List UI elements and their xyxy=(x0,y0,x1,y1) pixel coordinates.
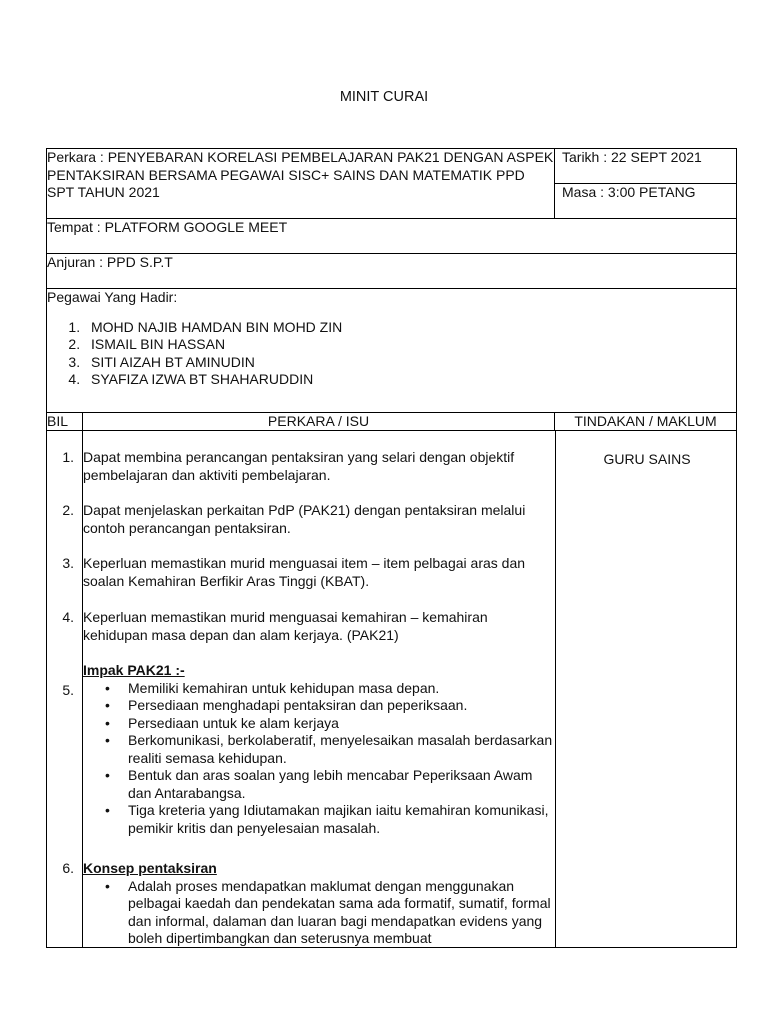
item-number: 5. xyxy=(62,682,74,698)
tindakan-text: GURU SAINS xyxy=(603,451,691,467)
masa-text: Masa : 3:00 PETANG xyxy=(562,184,696,200)
pegawai-label: Pegawai Yang Hadir: xyxy=(47,289,178,305)
item-text: Dapat membina perancangan pentaksiran yang selari dengan objektif pembelajaran dan aktiviti pembelajaran. xyxy=(83,449,515,483)
item-number: 2. xyxy=(62,502,74,518)
bullet-item: • Bentuk dan aras soalan yang lebih mencabar Peperiksaan Awam dan Antarabangsa. xyxy=(128,767,553,802)
perkara-tindakan-body xyxy=(83,431,737,948)
tarikh-masa-cell xyxy=(555,149,737,219)
konsep-title: Konsep pentaksiran xyxy=(83,860,217,876)
pegawai-list xyxy=(47,319,736,389)
impak-title: Impak PAK21 :- xyxy=(83,662,185,678)
tempat-cell xyxy=(47,219,737,254)
item-text: Dapat menjelaskan perkaitan PdP (PAK21) dengan pentaksiran melalui contoh perancangan pentaksiran. xyxy=(83,502,526,536)
bullet-item: • Memiliki kemahiran untuk kehidupan masa depan. xyxy=(128,680,553,698)
konsep-section xyxy=(83,860,553,948)
tempat-text: Tempat : PLATFORM GOOGLE MEET xyxy=(47,219,288,235)
konsep-bullet-list xyxy=(83,878,553,948)
header-tindakan: TINDAKAN / MAKLUM xyxy=(555,413,737,431)
pegawai-item: 4. SYAFIZA IZWA BT SHAHARUDDIN xyxy=(84,371,736,389)
item-text: Keperluan memastikan murid menguasai kemahiran – kemahiran kehidupan masa depan dan alam kerjaya. (PAK21) xyxy=(83,609,488,643)
document-title: MINIT CURAI xyxy=(339,89,429,105)
pegawai-item: 1. MOHD NAJIB HAMDAN BIN MOHD ZIN xyxy=(84,319,736,337)
anjuran-cell xyxy=(47,254,737,289)
item-text: Keperluan memastikan murid menguasai item – item pelbagai aras dan soalan Kemahiran Berfikir Aras Tinggi (KBAT). xyxy=(83,555,526,589)
pegawai-item: 3. SITI AIZAH BT AMINUDIN xyxy=(84,354,736,372)
item-number: 6. xyxy=(62,860,74,876)
bullet-item: • Adalah proses mendapatkan maklumat dengan menggunakan pelbagai kaedah dan pendekatan sama ada formatif, sumatif, formal dan informal, dalaman dan luaran bagi mendapatkan evidens yang boleh dipertimbangkan dan seterusnya membuat xyxy=(128,878,553,948)
perkara-text: Perkara : PENYEBARAN KORELASI PEMBELAJARAN PAK21 DENGAN ASPEK PENTAKSIRAN BERSAMA PEGAWAI SISC+ SAINS DAN MATEMATIK PPD SPT TAHUN 2021 xyxy=(47,149,554,200)
minutes-table xyxy=(46,148,737,948)
bullet-item: • Persediaan untuk ke alam kerjaya xyxy=(128,715,553,733)
pegawai-item: 2. ISMAIL BIN HASSAN xyxy=(84,336,736,354)
tarikh-text: Tarikh : 22 SEPT 2021 xyxy=(555,149,736,184)
item-number: 1. xyxy=(62,449,74,465)
pegawai-cell xyxy=(47,289,737,413)
bullet-item: • Tiga kreteria yang Idiutamakan majikan iaitu kemahiran komunikasi, pemikir kritis dan penyelesaian masalah. xyxy=(128,802,553,837)
header-bil: BIL xyxy=(47,413,83,431)
impak-section xyxy=(83,662,553,837)
item-number: 3. xyxy=(62,555,74,571)
header-perkara: PERKARA / ISU xyxy=(83,413,555,431)
impak-bullet-list xyxy=(83,680,553,838)
perkara-cell xyxy=(47,149,555,219)
bullet-item: • Berkomunikasi, berkolaberatif, menyelesaikan masalah berdasarkan realiti semasa kehidupan. xyxy=(128,732,553,767)
bullet-item: • Persediaan menghadapi pentaksiran dan peperiksaan. xyxy=(128,697,553,715)
bil-column xyxy=(47,431,83,948)
item-number: 4. xyxy=(62,609,74,625)
anjuran-text: Anjuran : PPD S.P.T xyxy=(47,254,173,270)
tindakan-column xyxy=(555,431,738,947)
